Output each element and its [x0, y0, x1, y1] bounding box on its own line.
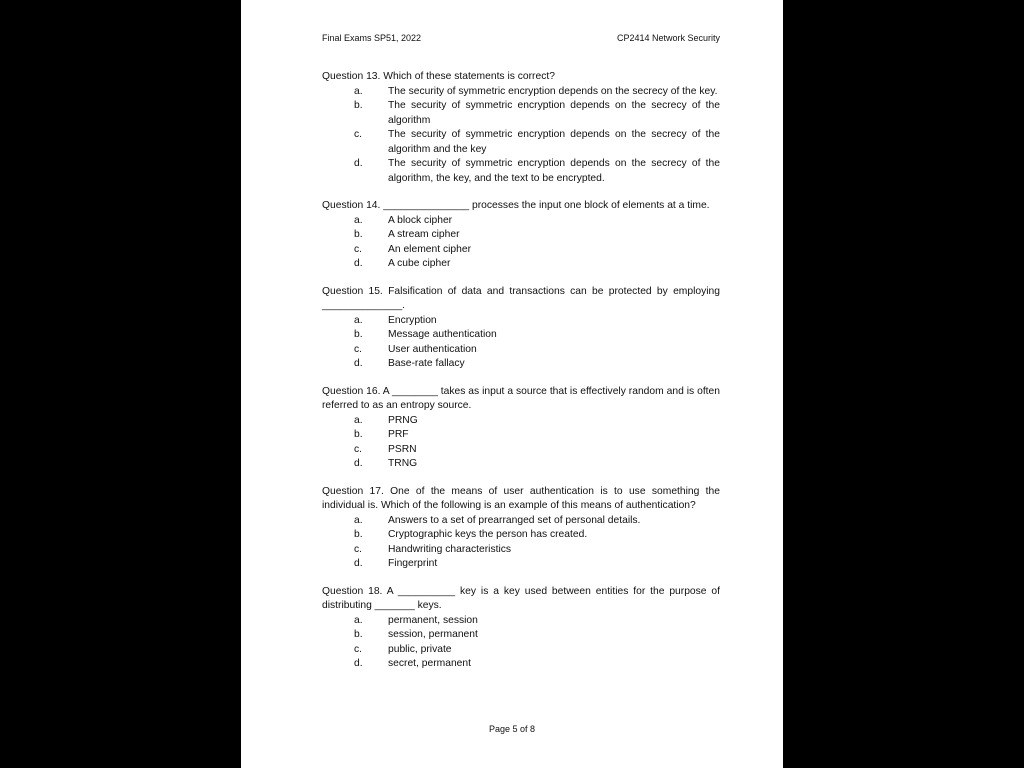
option-letter: a.	[354, 514, 363, 526]
option-letter: b.	[354, 329, 363, 340]
answer-option	[322, 228, 720, 243]
answer-option	[322, 257, 720, 272]
option-text: User authentication	[388, 343, 477, 355]
answer-option	[322, 99, 720, 128]
option-letter: a.	[354, 85, 363, 97]
option-letter: d.	[354, 558, 363, 569]
answer-option	[322, 414, 720, 429]
question-stem: Question 18. A __________ key is a key used between entities for the purpose of distributing _______ keys.	[322, 585, 720, 611]
option-text: A cube cipher	[388, 258, 451, 269]
option-text: secret, permanent	[388, 658, 471, 669]
question-16	[322, 385, 720, 472]
option-text: Encryption	[388, 314, 437, 326]
answer-option	[322, 328, 720, 343]
option-text: The security of symmetric encryption depends on the secrecy of the algorithm	[388, 100, 720, 126]
answer-option	[322, 85, 720, 100]
option-text: A block cipher	[388, 214, 453, 226]
answer-option	[322, 343, 720, 358]
header-exam-title: Final Exams SP51, 2022	[322, 33, 422, 43]
document-page	[241, 0, 783, 768]
question-stem: Question 13. Which of these statements is correct?	[322, 71, 555, 82]
question-stem: Question 15. Falsification of data and transactions can be protected by employing ______________.	[322, 285, 720, 311]
question-18	[322, 585, 720, 672]
option-text: PSRN	[388, 443, 417, 455]
option-text: Cryptographic keys the person has created.	[388, 529, 588, 540]
option-letter: b.	[354, 429, 363, 440]
option-text: session, permanent	[388, 629, 478, 640]
option-letter: a.	[354, 214, 363, 226]
option-text: The security of symmetric encryption depends on the secrecy of the algorithm, the key, and the text to be encrypted.	[388, 158, 720, 184]
option-text: public, private	[388, 643, 452, 655]
question-stem: Question 16. A ________ takes as input a source that is effectively random and is often referred to as an entropy source.	[322, 385, 720, 411]
option-text: PRF	[388, 429, 409, 440]
option-text: TRNG	[388, 458, 418, 469]
option-text: Fingerprint	[388, 558, 438, 569]
option-letter: a.	[354, 314, 363, 326]
option-letter: d.	[354, 258, 363, 269]
option-letter: d.	[354, 458, 363, 469]
option-text: Message authentication	[388, 329, 497, 340]
answer-option	[322, 128, 720, 157]
option-text: Handwriting characteristics	[388, 543, 512, 555]
option-text: Answers to a set of prearranged set of personal details.	[388, 514, 641, 526]
answer-option	[322, 528, 720, 543]
header-course-title: CP2414 Network Security	[616, 33, 720, 43]
option-letter: a.	[354, 414, 363, 426]
option-letter: d.	[354, 158, 363, 169]
question-13	[322, 70, 720, 186]
option-letter: c.	[354, 343, 363, 355]
answer-option	[322, 643, 720, 658]
answer-option	[322, 457, 720, 472]
answer-option	[322, 543, 720, 558]
answer-option	[322, 157, 720, 186]
option-letter: c.	[354, 543, 363, 555]
option-letter: b.	[354, 229, 363, 240]
question-14	[322, 199, 720, 272]
option-letter: d.	[354, 358, 363, 369]
option-letter: b.	[354, 629, 363, 640]
option-letter: c.	[354, 643, 363, 655]
answer-option	[322, 314, 720, 329]
option-letter: b.	[354, 529, 363, 540]
option-letter: b.	[354, 100, 363, 111]
option-letter: c.	[354, 443, 363, 455]
option-text: Base-rate fallacy	[388, 358, 465, 369]
option-text: PRNG	[388, 414, 418, 426]
option-text: The security of symmetric encryption depends on the secrecy of the algorithm and the key	[388, 129, 720, 155]
option-letter: a.	[354, 614, 363, 626]
option-text: A stream cipher	[388, 229, 460, 240]
option-letter: d.	[354, 658, 363, 669]
answer-option	[322, 614, 720, 629]
answer-option	[322, 428, 720, 443]
answer-option	[322, 443, 720, 458]
option-text: permanent, session	[388, 614, 478, 626]
answer-option	[322, 628, 720, 643]
answer-option	[322, 514, 720, 529]
option-text: An element cipher	[388, 243, 471, 255]
page-number: Page 5 of 8	[488, 724, 536, 734]
question-list	[322, 70, 720, 685]
option-letter: c.	[354, 129, 363, 140]
answer-option	[322, 557, 720, 572]
question-17	[322, 485, 720, 572]
answer-option	[322, 357, 720, 372]
answer-option	[322, 243, 720, 258]
answer-option	[322, 657, 720, 672]
option-text: The security of symmetric encryption depends on the secrecy of the key.	[388, 85, 718, 97]
question-15	[322, 285, 720, 372]
option-letter: c.	[354, 243, 363, 255]
question-stem: Question 17. One of the means of user authentication is to use something the individual is. Which of the following is an example of this means of authentication?	[322, 485, 720, 511]
question-stem: Question 14. _______________ processes the input one block of elements at a time.	[322, 200, 710, 211]
answer-option	[322, 214, 720, 229]
